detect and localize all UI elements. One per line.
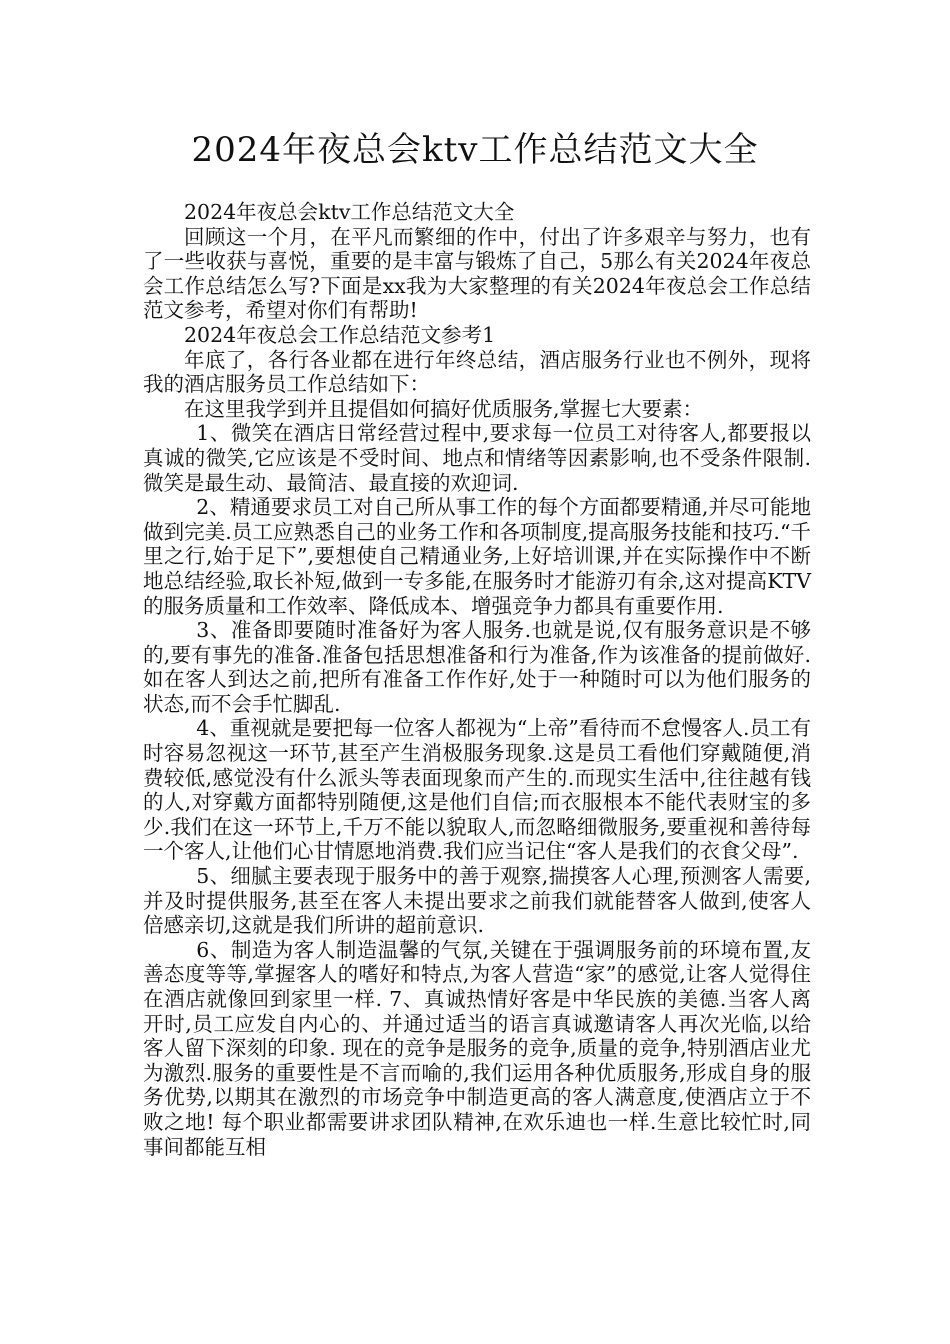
document-body xyxy=(143,200,811,1159)
paragraph-intro: 回顾这一个月，在平凡而繁细的作中，付出了许多艰辛与努力，也有了一些收获与喜悦，重要的是丰富与锻炼了自己，5那么有关2024年夜总会工作总结怎么写?下面是xx我为大家整理的有关2024年夜总会工作总结范文参考，希望对你们有帮助! xyxy=(143,224,811,323)
paragraph-point-2: 2、精通要求员工对自己所从事工作的每个方面都要精通,并尽可能地做到完美.员工应熟悉自己的业务工作和各项制度,提高服务技能和技巧.“千里之行,始于足下”,要想使自己精通业务,上好培训课,并在实际操作中不断地总结经验,取长补短,做到一专多能,在服务时才能游刃有余,这对提高KTV的服务质量和工作效率、降低成本、增强竞争力都具有重要作用. xyxy=(143,495,811,618)
document-title: 2024年夜总会ktv工作总结范文大全 xyxy=(191,130,759,170)
paragraph-point-1: 1、微笑在酒店日常经营过程中,要求每一位员工对待客人,都要报以真诚的微笑,它应该是不受时间、地点和情绪等因素影响,也不受条件限制.微笑是最生动、最简洁、最直接的欢迎词. xyxy=(143,421,811,495)
paragraph-point-3: 3、准备即要随时准备好为客人服务.也就是说,仅有服务意识是不够的,要有事先的准备.准备包括思想准备和行为准备,作为该准备的提前做好.如在客人到达之前,把所有准备工作作好,处于一种随时可以为他们服务的状态,而不会手忙脚乱. xyxy=(143,618,811,716)
paragraph-opening: 年底了，各行各业都在进行年终总结，酒店服务行业也不例外，现将我的酒店服务员工作总结如下： xyxy=(143,347,811,397)
paragraph-subtitle: 2024年夜总会ktv工作总结范文大全 xyxy=(184,200,515,224)
paragraph-point-4: 4、重视就是要把每一位客人都视为“上帝”看待而不怠慢客人.员工有时容易忽视这一环节,甚至产生消极服务现象.这是员工看他们穿戴随便,消费较低,感觉没有什么派头等表面现象而产生的.而现实生活中,往往越有钱的人,对穿戴方面都特别随便,这是他们自信;而衣服根本不能代表财宝的多少.我们在这一环节上,千万不能以貌取人,而忽略细微服务,要重视和善待每一个客人,让他们心甘情愿地消费.我们应当记住“客人是我们的衣食父母”. xyxy=(143,716,811,864)
paragraph-heading-1: 2024年夜总会工作总结范文参考1 xyxy=(184,322,496,347)
paragraph-point-5: 5、细腻主要表现于服务中的善于观察,揣摸客人心理,预测客人需要,并及时提供服务,甚至在客人未提出要求之前我们就能替客人做到,使客人倍感亲切,这就是我们所讲的超前意识. xyxy=(143,864,811,938)
paragraph-point-6-7: 6、制造为客人制造温馨的气氛,关键在于强调服务前的环境布置,友善态度等等,掌握客人的嗜好和特点,为客人营造“家”的感觉,让客人觉得住在酒店就像回到家里一样. 7、真诚热情好客是中华民族的美德.当客人离开时,员工应发自内心的、并通过适当的语言真诚邀请客人再次光临,以给客人留下深刻的印象. 现在的竞争是服务的竞争,质量的竞争,特别酒店业尤为激烈.服务的重要性是不言而喻的,我们运用各种优质服务,形成自身的服务优势,以期其在激烈的市场竞争中制造更高的客人满意度,使酒店立于不败之地! 每个职业都需要讲求团队精神,在欢乐迪也一样.生意比较忙时,同事间都能互相 xyxy=(143,937,811,1159)
paragraph-seven-elements: 在这里我学到并且提倡如何搞好优质服务,掌握七大要素： xyxy=(184,396,704,421)
